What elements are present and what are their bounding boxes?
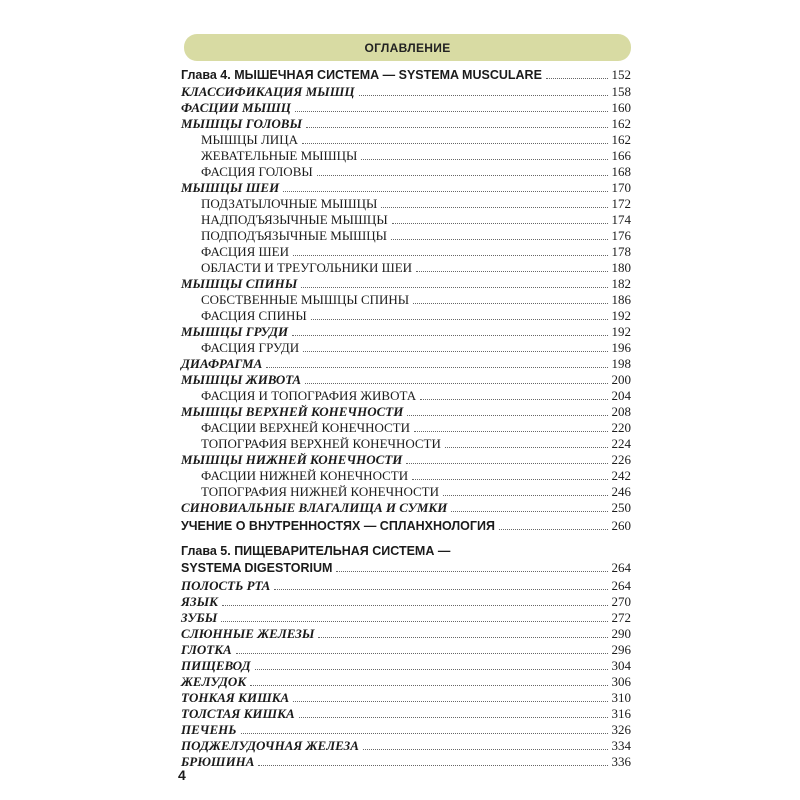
toc-entry-page: 198: [611, 356, 631, 371]
leader-dots: [274, 588, 607, 590]
toc-entry-label: SYSTEMA DIGESTORIUM: [181, 561, 333, 575]
toc-entry-label: ФАСЦИЯ ШЕИ: [201, 244, 290, 259]
toc-entry-label: МЫШЦЫ ЖИВОТА: [181, 372, 302, 387]
toc-entry-label: ОБЛАСТИ И ТРЕУГОЛЬНИКИ ШЕИ: [201, 260, 413, 275]
leader-dots: [336, 570, 607, 572]
toc-entry-page: 178: [611, 244, 631, 259]
leader-dots: [293, 254, 607, 256]
toc-entry-label: МЫШЦЫ СПИНЫ: [181, 276, 298, 291]
toc-subentry[interactable]: [201, 340, 631, 355]
toc-entry[interactable]: [181, 754, 631, 769]
toc-entry-label: ПОЛОСТЬ РТА: [181, 578, 271, 593]
toc-title: ОГЛАВЛЕНИЕ: [364, 40, 451, 55]
toc-entry-label: ФАСЦИЯ ГРУДИ: [201, 340, 300, 355]
toc-entry-page: 336: [611, 754, 631, 769]
toc-entry-label: ЗУБЫ: [181, 610, 218, 625]
leader-dots: [361, 158, 607, 160]
leader-dots: [258, 764, 607, 766]
toc-entry-page: 160: [611, 100, 631, 115]
toc-entry-page: 192: [611, 308, 631, 323]
leader-dots: [317, 174, 608, 176]
toc-entry-label: ФАСЦИЯ И ТОПОГРАФИЯ ЖИВОТА: [201, 388, 417, 403]
toc-entry-label: МЫШЦЫ ГРУДИ: [181, 324, 289, 339]
toc-entry[interactable]: [181, 372, 631, 387]
leader-dots: [407, 414, 607, 416]
toc-entry-page: 162: [611, 116, 631, 131]
toc-subentry[interactable]: [201, 388, 631, 403]
leader-dots: [301, 286, 607, 288]
toc-entry-page: 334: [611, 738, 631, 753]
leader-dots: [392, 222, 608, 224]
leader-dots: [299, 716, 608, 718]
leader-dots: [413, 302, 607, 304]
toc-entry-label: СОБСТВЕННЫЕ МЫШЦЫ СПИНЫ: [201, 292, 410, 307]
toc-entry-page: 250: [611, 500, 631, 515]
toc-entry-label: МЫШЦЫ ГОЛОВЫ: [181, 116, 303, 131]
toc-entry[interactable]: [181, 674, 631, 689]
toc-entry[interactable]: [181, 276, 631, 291]
toc-entry-page: 176: [611, 228, 631, 243]
leader-dots: [416, 270, 607, 272]
toc-entry-label: ПОДЖЕЛУДОЧНАЯ ЖЕЛЕЗА: [181, 738, 359, 753]
leader-dots: [303, 350, 607, 352]
toc-subentry[interactable]: [201, 244, 631, 259]
toc-entry-page: 326: [611, 722, 631, 737]
leader-dots: [236, 652, 608, 654]
toc-entry-page: 168: [611, 164, 631, 179]
leader-dots: [414, 430, 607, 432]
leader-dots: [391, 238, 607, 240]
toc-entry-label: МЫШЦЫ ВЕРХНЕЙ КОНЕЧНОСТИ: [181, 404, 404, 419]
toc-entry-label: ЖЕВАТЕЛЬНЫЕ МЫШЦЫ: [201, 148, 358, 163]
toc-entry-page: 220: [611, 420, 631, 435]
leader-dots: [302, 142, 608, 144]
toc-entry[interactable]: [181, 658, 631, 673]
toc-entry-label: КЛАССИФИКАЦИЯ МЫШЦ: [181, 84, 355, 99]
toc-entry-page: 296: [611, 642, 631, 657]
toc-entry-page: 224: [611, 436, 631, 451]
toc-entry-page: 226: [611, 452, 631, 467]
leader-dots: [420, 398, 607, 400]
toc-entry-page: 310: [611, 690, 631, 705]
leader-dots: [445, 446, 608, 448]
toc-subentry[interactable]: [201, 212, 631, 227]
toc-entry-label: СЛЮННЫЕ ЖЕЛЕЗЫ: [181, 626, 315, 641]
toc-entry-label: ТОПОГРАФИЯ НИЖНЕЙ КОНЕЧНОСТИ: [201, 484, 440, 499]
toc-entry[interactable]: [181, 690, 631, 705]
leader-dots: [255, 668, 608, 670]
leader-dots: [406, 462, 607, 464]
toc-entry[interactable]: [181, 594, 631, 609]
toc-entry-page: 162: [611, 132, 631, 147]
toc-entry-label: УЧЕНИЕ О ВНУТРЕННОСТЯХ — СПЛАНХНОЛОГИЯ: [181, 519, 495, 533]
toc-entry-label: ЖЕЛУДОК: [181, 674, 247, 689]
toc-subentry[interactable]: [201, 164, 631, 179]
toc-entry-page: 170: [611, 180, 631, 195]
toc-entry-page: 192: [611, 324, 631, 339]
toc-entry-label: ФАСЦИЯ СПИНЫ: [201, 308, 307, 323]
leader-dots: [221, 620, 607, 622]
toc-entry-label: МЫШЦЫ ЛИЦА: [201, 132, 298, 147]
toc-subentry[interactable]: [201, 196, 631, 211]
toc-entry-label: ПЕЧЕНЬ: [181, 722, 237, 737]
toc-subentry[interactable]: [201, 308, 631, 323]
toc-entry-label: ЯЗЫК: [181, 594, 218, 609]
toc-entry[interactable]: [181, 180, 631, 195]
toc-entry-label: Глава 4. МЫШЕЧНАЯ СИСТЕМА — SYSTEMA MUSCULARE: [181, 68, 542, 82]
toc-chapter-4[interactable]: [181, 67, 631, 82]
toc-chapter-5-line1[interactable]: Глава 5. ПИЩЕВАРИТЕЛЬНАЯ СИСТЕМА —: [181, 544, 451, 558]
toc-entry-page: 186: [611, 292, 631, 307]
toc-entry-page: 304: [611, 658, 631, 673]
toc-entry[interactable]: [181, 404, 631, 419]
leader-dots: [318, 636, 607, 638]
leader-dots: [250, 684, 607, 686]
leader-dots: [266, 366, 607, 368]
toc-subentry[interactable]: [201, 228, 631, 243]
toc-entry-page: 174: [611, 212, 631, 227]
toc-subentry[interactable]: [201, 468, 631, 483]
toc-subentry[interactable]: [201, 132, 631, 147]
leader-dots: [222, 604, 608, 606]
page-number: 4: [178, 767, 186, 783]
leader-dots: [241, 732, 608, 734]
toc-entry[interactable]: [181, 324, 631, 339]
toc-entry-label: НАДПОДЪЯЗЫЧНЫЕ МЫШЦЫ: [201, 212, 388, 227]
toc-subentry[interactable]: [201, 484, 631, 499]
toc-entry[interactable]: [181, 84, 631, 99]
toc-subentry[interactable]: [201, 436, 631, 451]
toc-entry-page: 272: [611, 610, 631, 625]
toc-entry-page: 316: [611, 706, 631, 721]
toc-entry[interactable]: [181, 738, 631, 753]
toc-entry-page: 260: [611, 518, 631, 533]
leader-dots: [443, 494, 607, 496]
leader-dots: [305, 382, 607, 384]
toc-entry-label: МЫШЦЫ ШЕИ: [181, 180, 280, 195]
toc-entry[interactable]: [181, 706, 631, 721]
leader-dots: [306, 126, 607, 128]
leader-dots: [546, 77, 608, 79]
leader-dots: [295, 110, 608, 112]
leader-dots: [412, 478, 607, 480]
toc-subentry[interactable]: [201, 420, 631, 435]
toc-entry-page: 208: [611, 404, 631, 419]
toc-entry-label: ТОНКАЯ КИШКА: [181, 690, 290, 705]
toc-entry-page: 152: [611, 67, 631, 82]
toc-entry[interactable]: [181, 100, 631, 115]
toc-entry-label: БРЮШИНА: [181, 754, 255, 769]
toc-entry[interactable]: [181, 626, 631, 641]
toc-entry-page: 204: [611, 388, 631, 403]
toc-entry-page: 246: [611, 484, 631, 499]
toc-entry-label: ФАСЦИИ МЫШЦ: [181, 100, 291, 115]
toc-entry-label: МЫШЦЫ НИЖНЕЙ КОНЕЧНОСТИ: [181, 452, 403, 467]
toc-entry-label: ПОДПОДЪЯЗЫЧНЫЕ МЫШЦЫ: [201, 228, 388, 243]
toc-subentry[interactable]: [201, 260, 631, 275]
toc-entry-page: 196: [611, 340, 631, 355]
toc-entry-page: 270: [611, 594, 631, 609]
leader-dots: [311, 318, 608, 320]
toc-entry-label: ГЛОТКА: [181, 642, 232, 657]
leader-dots: [451, 510, 607, 512]
toc-entry-page: 200: [611, 372, 631, 387]
toc-entry-label: СИНОВИАЛЬНЫЕ ВЛАГАЛИЩА И СУМКИ: [181, 500, 448, 515]
toc-chapter-5[interactable]: [181, 560, 631, 575]
toc-entry[interactable]: [181, 500, 631, 515]
toc-entry-page: 306: [611, 674, 631, 689]
toc-entry-label: ДИАФРАГМА: [181, 356, 263, 371]
toc-entry-label: ТОПОГРАФИЯ ВЕРХНЕЙ КОНЕЧНОСТИ: [201, 436, 441, 451]
toc-entry-label: ТОЛСТАЯ КИШКА: [181, 706, 295, 721]
leader-dots: [292, 334, 607, 336]
toc-entry[interactable]: [181, 116, 631, 131]
leader-dots: [359, 94, 608, 96]
toc-entry[interactable]: [181, 356, 631, 371]
leader-dots: [363, 748, 608, 750]
leader-dots: [499, 528, 608, 530]
toc-entry-label: ПИЩЕВОД: [181, 658, 251, 673]
toc-entry[interactable]: [181, 722, 631, 737]
leader-dots: [283, 190, 607, 192]
toc-entry[interactable]: [181, 578, 631, 593]
toc-subentry[interactable]: [201, 292, 631, 307]
toc-entry-page: 158: [611, 84, 631, 99]
toc-entry-label: ФАСЦИИ ВЕРХНЕЙ КОНЕЧНОСТИ: [201, 420, 411, 435]
toc-entry[interactable]: [181, 452, 631, 467]
toc-entry[interactable]: [181, 610, 631, 625]
toc-entry[interactable]: [181, 642, 631, 657]
toc-entry-page: 290: [611, 626, 631, 641]
toc-entry-page: 242: [611, 468, 631, 483]
leader-dots: [381, 206, 607, 208]
toc-part-splanchnology[interactable]: [181, 518, 631, 533]
toc-entry-page: 166: [611, 148, 631, 163]
toc-entry-page: 182: [611, 276, 631, 291]
toc-subentry[interactable]: [201, 148, 631, 163]
toc-entry-page: 172: [611, 196, 631, 211]
toc-entry-page: 180: [611, 260, 631, 275]
toc-entry-label: ФАСЦИЯ ГОЛОВЫ: [201, 164, 313, 179]
toc-entry-page: 264: [611, 560, 631, 575]
toc-entry-label: ФАСЦИИ НИЖНЕЙ КОНЕЧНОСТИ: [201, 468, 409, 483]
toc-entry-page: 264: [611, 578, 631, 593]
toc-entry-label: ПОДЗАТЫЛОЧНЫЕ МЫШЦЫ: [201, 196, 378, 211]
leader-dots: [293, 700, 607, 702]
